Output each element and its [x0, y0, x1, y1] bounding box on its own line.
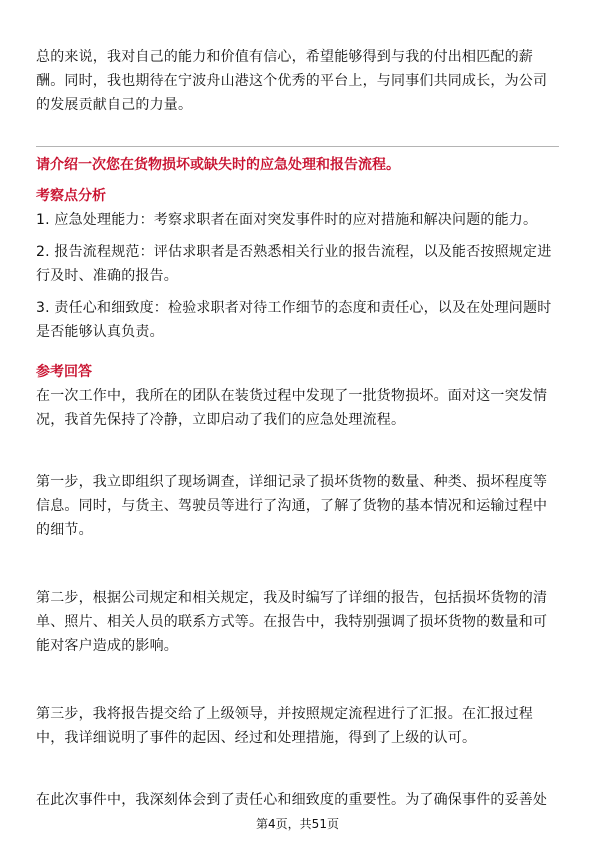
section-divider	[36, 146, 559, 147]
answer-paragraph: 在此次事件中，我深刻体会到了责任心和细致度的重要性。为了确保事件的妥善处	[36, 792, 548, 808]
question-title: 请介绍一次您在货物损坏或缺失时的应急处理和报告流程。	[36, 157, 400, 173]
answer-paragraph: 第一步，我立即组织了现场调查，详细记录了损坏货物的数量、种类、损坏程度等信息。同时，与货主、驾驶员等进行了沟通，了解了货物的基本情况和运输过程中的细节。	[36, 474, 548, 538]
analysis-item: 2. 报告流程规范：评估求职者是否熟悉相关行业的报告流程，以及能否按照规定进行及时、准确的报告。	[36, 244, 552, 284]
analysis-heading: 考察点分析	[36, 188, 106, 204]
intro-paragraph: 总的来说，我对自己的能力和价值有信心，希望能够得到与我的付出相匹配的薪酬。同时，我也期待在宁波舟山港这个优秀的平台上，与同事们共同成长，为公司的发展贡献自己的力量。	[36, 49, 548, 113]
answer-heading: 参考回答	[36, 364, 92, 380]
answer-paragraph: 在一次工作中，我所在的团队在装货过程中发现了一批货物损坏。面对这一突发情况，我首先保持了冷静，立即启动了我们的应急处理流程。	[36, 388, 548, 428]
answer-paragraph: 第三步，我将报告提交给了上级领导，并按照规定流程进行了汇报。在汇报过程中，我详细说明了事件的起因、经过和处理措施，得到了上级的认可。	[36, 706, 533, 746]
page-number: 第4页，共51页	[256, 817, 339, 831]
answer-paragraph: 第二步，根据公司规定和相关规定，我及时编写了详细的报告，包括损坏货物的清单、照片、相关人员的联系方式等。在报告中，我特别强调了损坏货物的数量和可能对客户造成的影响。	[36, 590, 548, 654]
analysis-item: 1. 应急处理能力：考察求职者在面对突发事件时的应对措施和解决问题的能力。	[36, 212, 538, 228]
analysis-item: 3. 责任心和细致度：检验求职者对待工作细节的态度和责任心，以及在处理问题时是否能够认真负责。	[36, 300, 552, 340]
